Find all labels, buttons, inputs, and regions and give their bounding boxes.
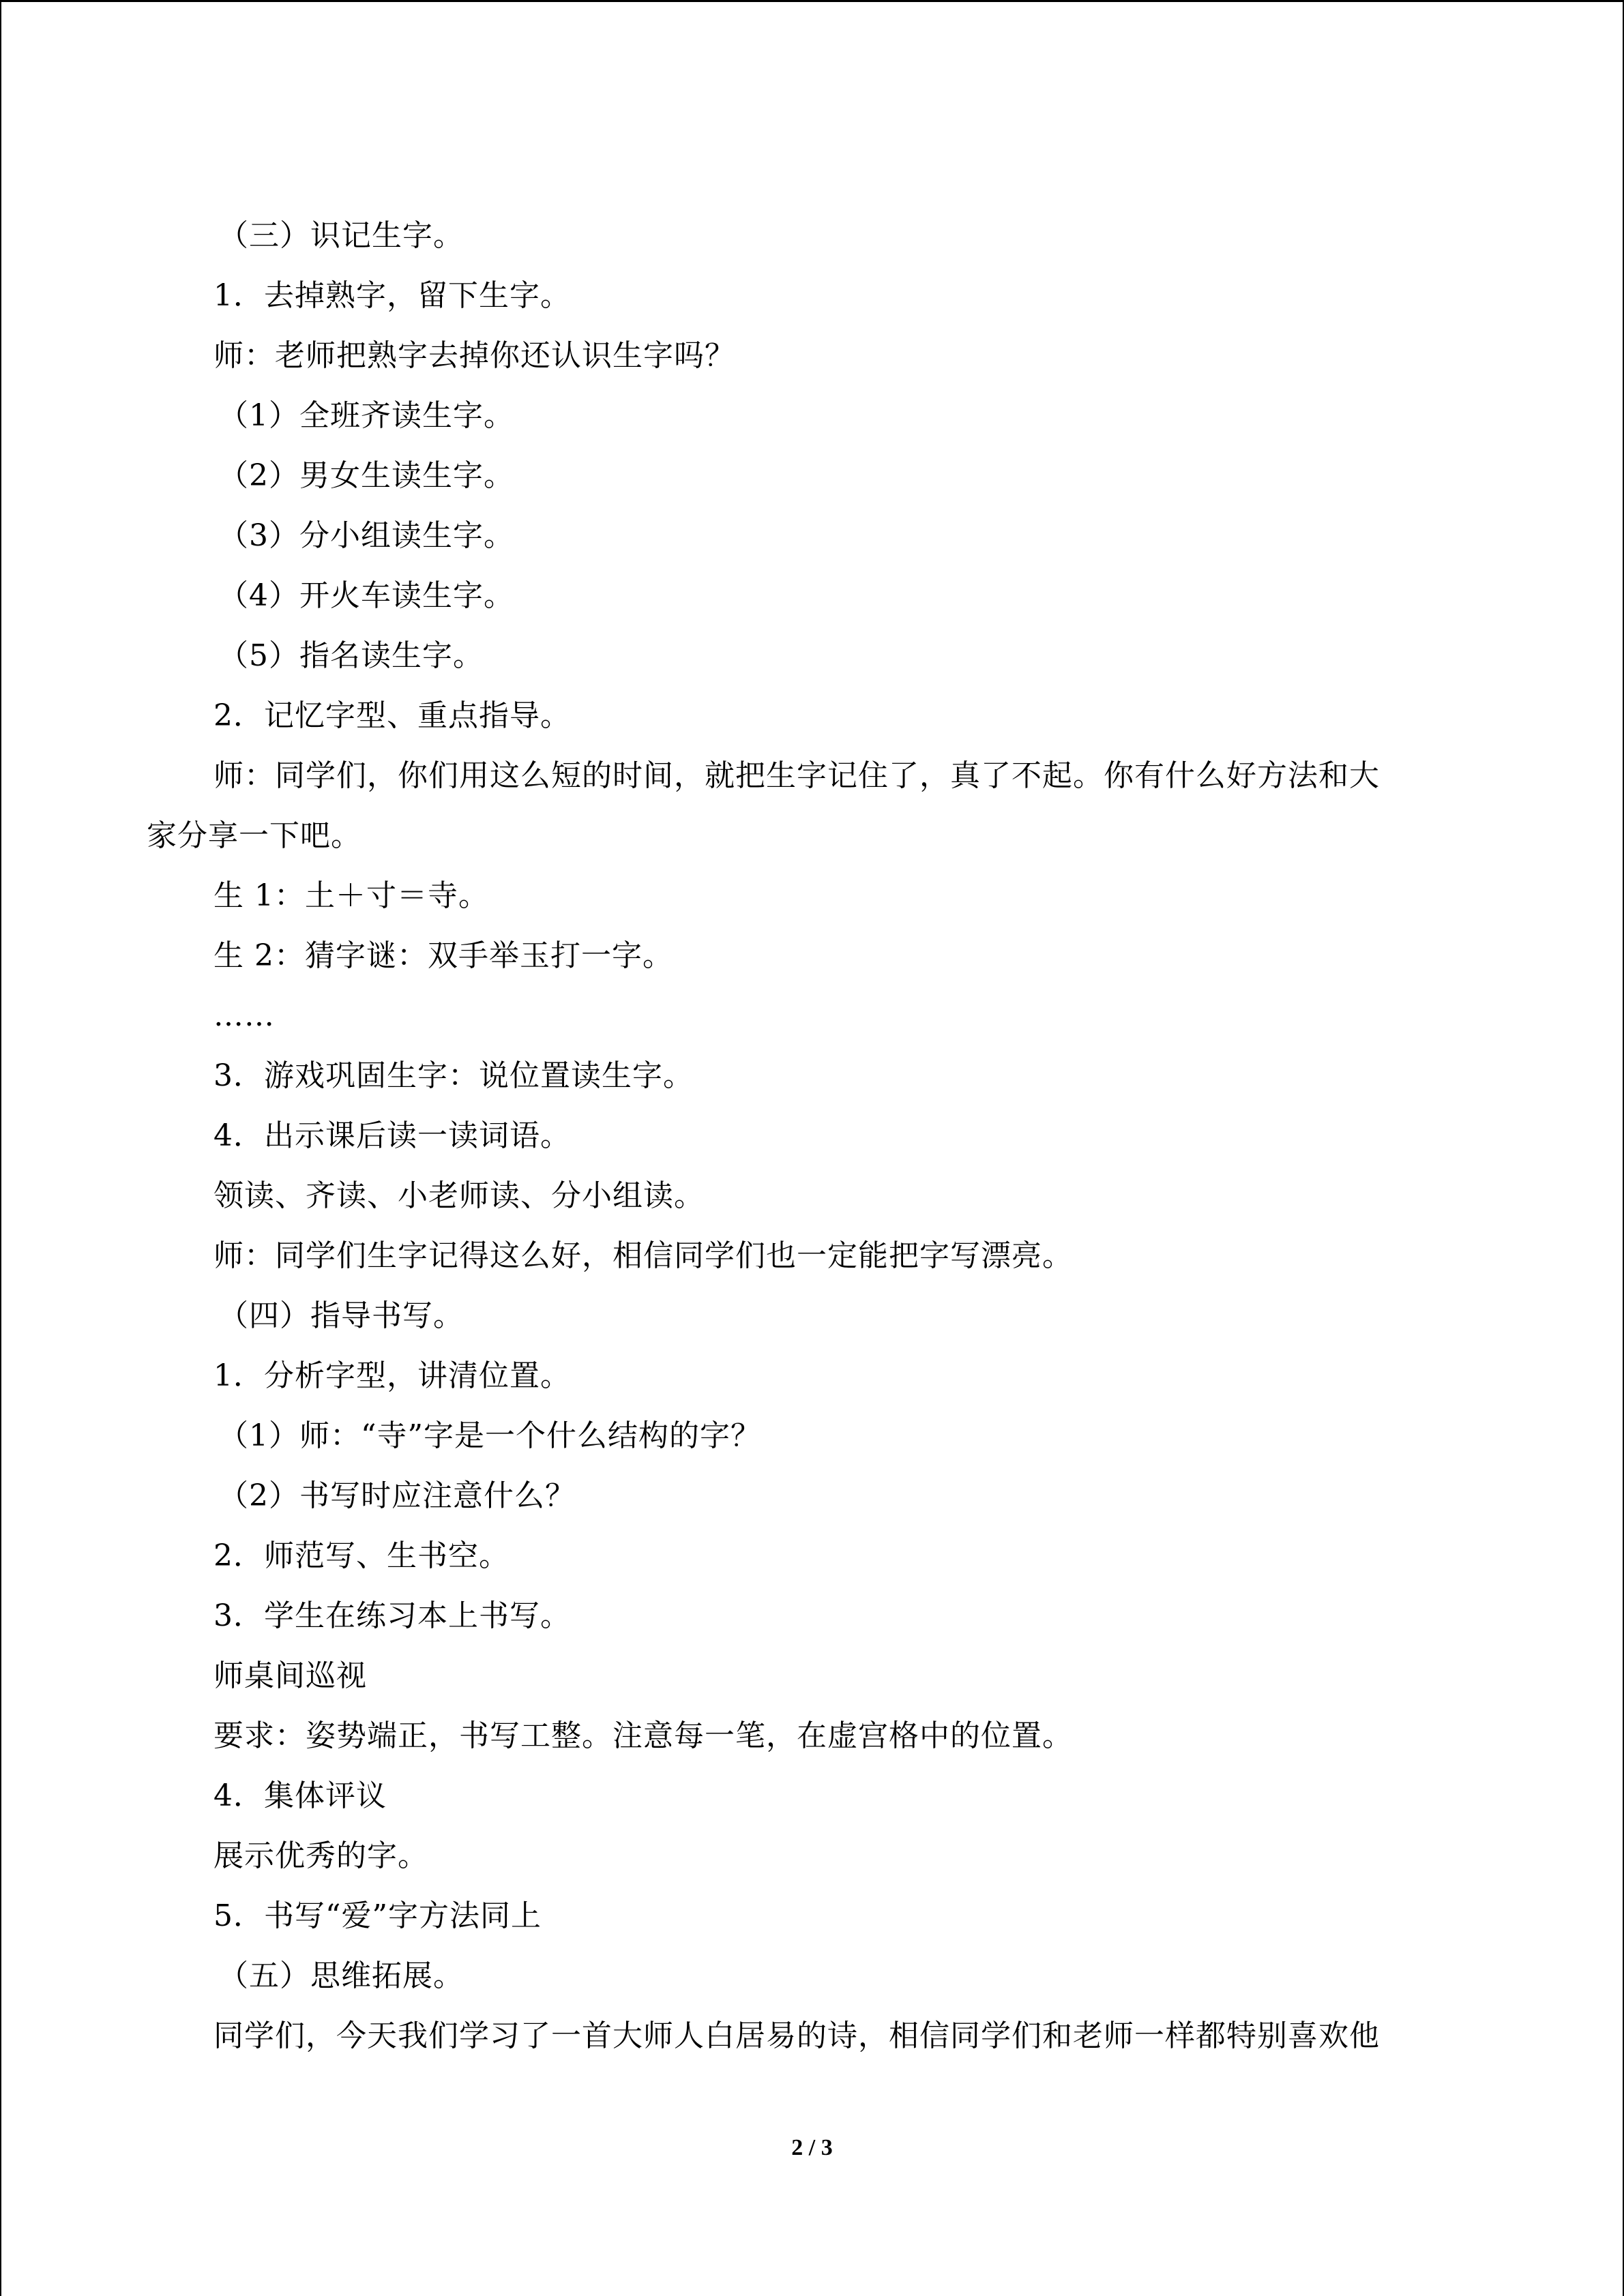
section-heading-4: （四）指导书写。: [218, 1298, 464, 1333]
body-line: 师桌间巡视: [213, 1658, 367, 1693]
step-1: 1．分析字型，讲清位置。: [213, 1358, 571, 1393]
sub-item-4: （4）开火车读生字。: [218, 578, 514, 613]
sub-item-1: （1）全班齐读生字。: [218, 398, 514, 433]
step-2: 2．记忆字型、重点指导。: [213, 698, 571, 733]
sub-item-2: （2）书写时应注意什么？: [218, 1478, 576, 1513]
ellipsis: ……: [213, 998, 275, 1033]
step-3: 3．学生在练习本上书写。: [213, 1598, 571, 1633]
step-3: 3．游戏巩固生字：说位置读生字。: [213, 1058, 694, 1093]
step-4: 4．集体评议: [213, 1778, 387, 1813]
requirements-line: 要求：姿势端正，书写工整。注意每一笔，在虚宫格中的位置。: [213, 1718, 1073, 1753]
teacher-line: 师：老师把熟字去掉你还认识生字吗？: [213, 338, 735, 373]
step-5: 5．书写“爱”字方法同上: [213, 1898, 542, 1933]
step-2: 2．师范写、生书空。: [213, 1538, 510, 1573]
sub-item-2: （2）男女生读生字。: [218, 458, 514, 493]
teacher-line: 师：同学们，你们用这么短的时间，就把生字记住了，真了不起。你有什么好方法和大: [213, 758, 1380, 793]
section-heading-5: （五）思维拓展。: [218, 1958, 464, 1993]
body-line: 领读、齐读、小老师读、分小组读。: [213, 1178, 705, 1213]
teacher-line-continued: 家分享一下吧。: [147, 818, 361, 853]
student-line: 生 2：猜字谜：双手举玉打一字。: [213, 938, 673, 973]
teacher-line: 师：同学们生字记得这么好，相信同学们也一定能把字写漂亮。: [213, 1238, 1073, 1273]
sub-item-3: （3）分小组读生字。: [218, 518, 514, 553]
body-line: 同学们，今天我们学习了一首大师人白居易的诗，相信同学们和老师一样都特别喜欢他: [213, 2018, 1380, 2053]
step-4: 4．出示课后读一读词语。: [213, 1118, 571, 1153]
student-line: 生 1：土＋寸＝寺。: [213, 878, 489, 913]
sub-item-1: （1）师：“寺”字是一个什么结构的字？: [218, 1418, 761, 1453]
sub-item-5: （5）指名读生字。: [218, 638, 484, 673]
section-heading-3: （三）识记生字。: [218, 218, 464, 253]
step-1: 1．去掉熟字，留下生字。: [213, 278, 571, 313]
body-line: 展示优秀的字。: [213, 1838, 428, 1873]
page-number: 2 / 3: [791, 2135, 833, 2160]
